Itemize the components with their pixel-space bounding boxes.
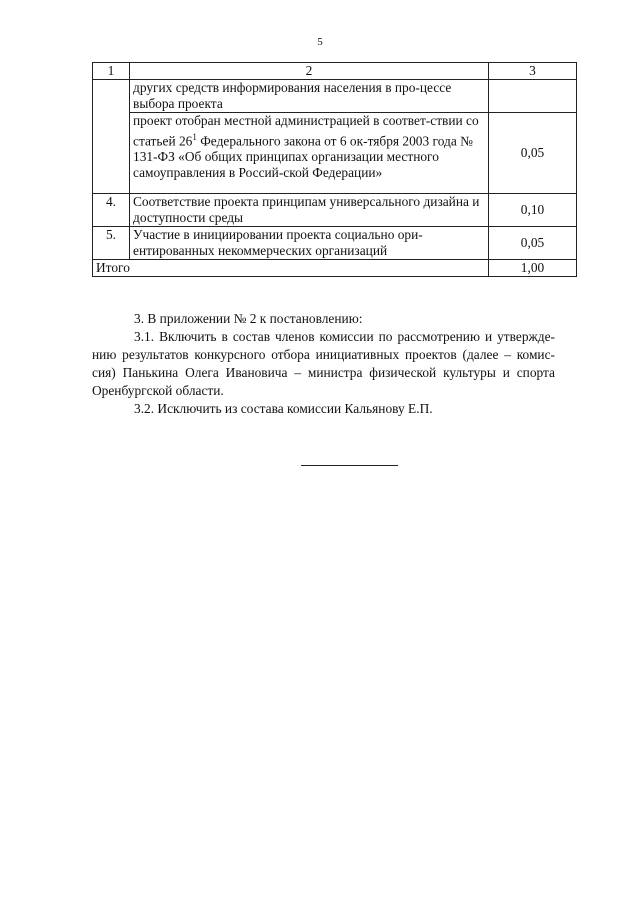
- row-text: других средств информирования населения в про-цессе выбора проекта: [130, 80, 489, 113]
- row-score: 0,05: [489, 113, 577, 194]
- row-text: Соответствие проекта принципам универсального дизайна и доступности среды: [130, 194, 489, 227]
- page-number: 5: [317, 36, 323, 48]
- paragraph: 3.1. Включить в состав членов комиссии по рассмотрению и утвержде-нию результатов конкурсного отбора инициативных проектов (далее – комис-сия) Панькина Олега Ивановича – министра физической культуры и спорта Оренбургской области.: [92, 329, 555, 398]
- row-score: 0,05: [489, 227, 577, 260]
- body-text: [92, 310, 555, 418]
- table-row: [93, 194, 577, 227]
- table-row: [93, 227, 577, 260]
- row-text-part: Федерального закона от 6 ок-тября 2003 года № 131-ФЗ «Об общих принципах организации местного самоуправления в Россий-ской Федерации»: [133, 133, 473, 181]
- row-score: [489, 80, 577, 113]
- table-total-row: [93, 260, 577, 277]
- header-col-2: 2: [130, 63, 489, 80]
- row-text: Участие в инициировании проекта социально ори-ентированных некоммерческих организаций: [130, 227, 489, 260]
- row-number: 4.: [93, 194, 130, 227]
- total-value: 1,00: [489, 260, 577, 277]
- row-text-part: проект отобран местной администрацией в соответ-ствии со статьей 26: [133, 113, 479, 149]
- paragraph: 3.2. Исключить из состава комиссии Кальянову Е.П.: [134, 401, 433, 416]
- row-number: [93, 113, 130, 194]
- row-score: 0,10: [489, 194, 577, 227]
- paragraph: 3. В приложении № 2 к постановлению:: [134, 311, 363, 326]
- criteria-table: [92, 62, 577, 277]
- closing-divider: [301, 465, 398, 466]
- total-label: Итого: [93, 260, 489, 277]
- header-col-3: 3: [489, 63, 577, 80]
- table-row: [93, 113, 577, 194]
- table-row: [93, 80, 577, 113]
- row-number: 5.: [93, 227, 130, 260]
- superscript: 1: [192, 132, 197, 142]
- table-header-row: [93, 63, 577, 80]
- header-col-1: 1: [93, 63, 130, 80]
- row-text: [130, 113, 489, 194]
- row-number: [93, 80, 130, 113]
